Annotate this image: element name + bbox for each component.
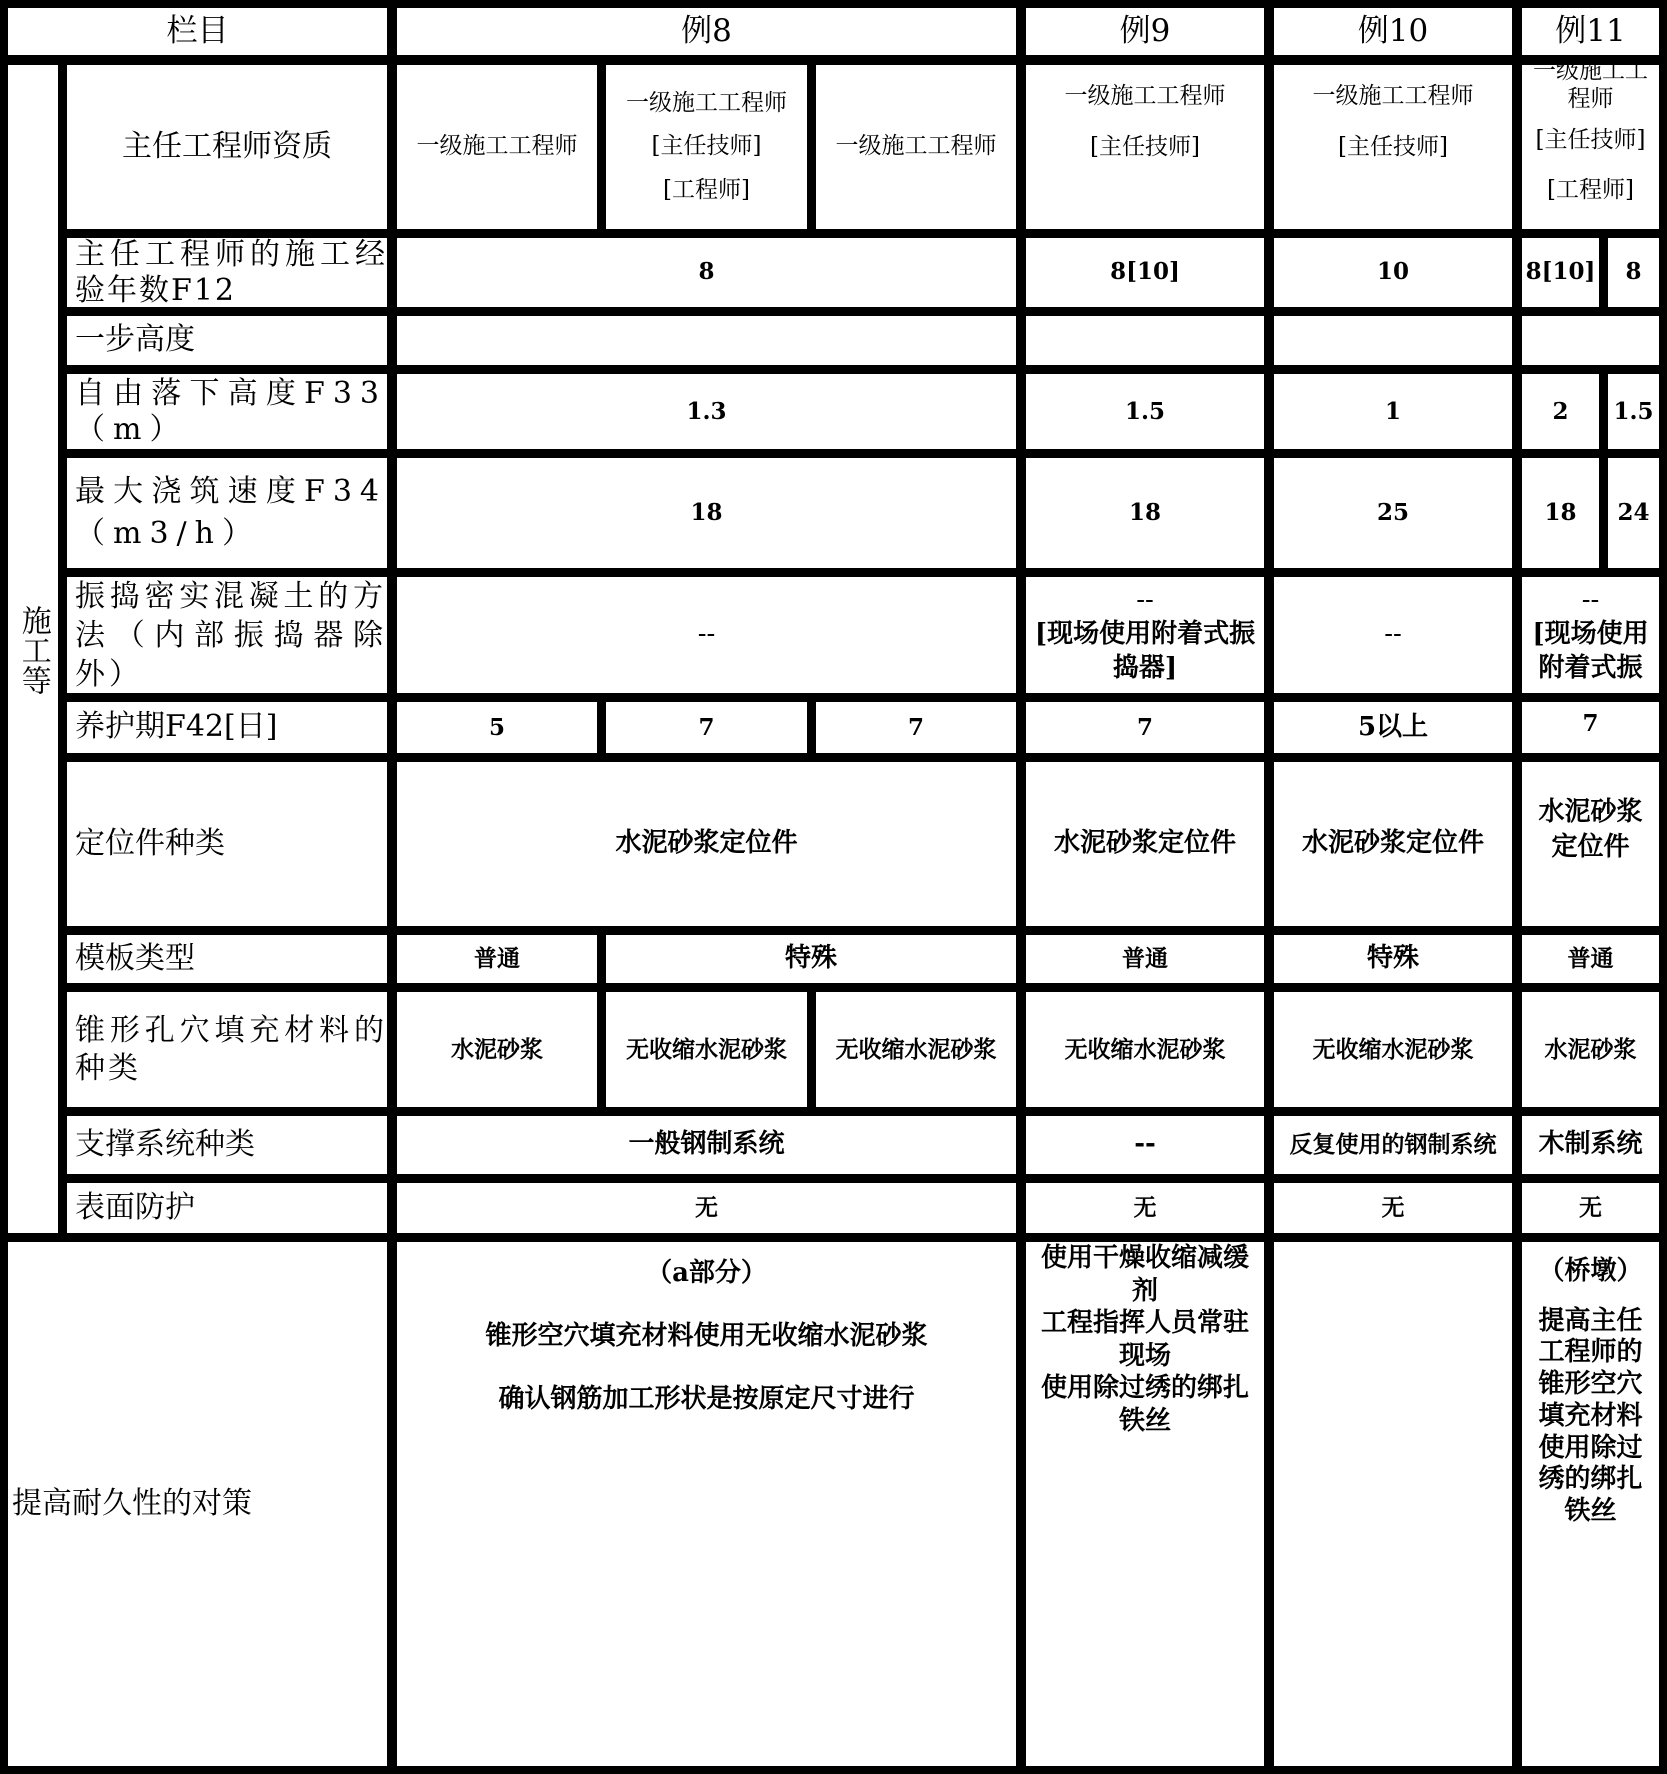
cell-vibration-ex8: -- [697,619,716,650]
cell-line: -- [1136,585,1154,616]
cell-line: 剂 [1131,1275,1158,1306]
cell-shoring-ex9: -- [1134,1129,1156,1160]
section-separator [0,1233,1667,1242]
cell-line: （桥墩） [1538,1256,1643,1286]
cell-measures-ex8 [397,1242,1016,1766]
cell-cone-fill-ex8c: 无收缩水泥砂浆 [835,1035,997,1063]
row-separator [66,307,1667,316]
header-ex8: 例8 [681,12,732,49]
cell-cone-fill-ex8b: 无收缩水泥砂浆 [626,1035,787,1063]
subcolumn-separator [1599,234,1608,312]
row-label-lift: 一步高度 [75,322,195,358]
cell-shoring-ex8: 一般钢制系统 [628,1129,785,1160]
cell-pour-rate-ex11b: 24 [1617,499,1650,527]
cell-curing-ex8b: 7 [698,713,715,741]
cell-line: （a部分） [646,1258,767,1288]
row-separator [66,926,1667,935]
cell-qualification-ex8b [606,65,807,229]
subcolumn-separator [1599,370,1608,572]
cell-line: [现场使用附着式振 [1034,619,1256,650]
row-label-spacer: 定位件种类 [75,825,225,861]
row-label-shoring: 支撑系统种类 [75,1126,255,1162]
cell-formwork-ex10: 特殊 [1366,943,1419,974]
row-label-surface: 表面防护 [75,1189,195,1225]
cell-surface-ex11: 无 [1579,1194,1602,1222]
cell-line: 使用干燥收缩减缓 [1040,1243,1249,1273]
row-separator [66,229,1667,238]
cell-line: [主任技师] [1090,134,1200,161]
section-durability-label: 提高耐久性的对策 [12,1485,252,1521]
row-label-text: 最大浇筑速度F34（m3/h） [75,474,387,551]
cell-vibration-ex11 [1522,577,1659,693]
cell-line: 铁丝 [1118,1405,1171,1436]
row-separator [66,983,1667,992]
cell-line: -- [1581,585,1600,616]
cell-measures-ex10 [1274,1242,1512,1766]
cell-experience-ex11b: 8 [1625,258,1642,285]
column-separator [1512,0,1522,1774]
cell-line: 一级施工工程师 [626,90,787,117]
row-label-curing: 养护期F42[日] [75,709,278,745]
cell-formwork-ex8a: 普通 [474,945,520,973]
subcolumn-separator [597,988,606,1112]
subcolumn-separator [597,931,606,988]
cell-experience-ex11a: 8[10] [1525,258,1596,285]
column-separator [58,60,67,1238]
cell-curing-ex8a: 5 [488,713,505,741]
cell-line: 一级施工工 [1533,58,1648,84]
cell-pour-rate-ex9: 18 [1128,499,1161,527]
cell-line: 一级施工工程师 [1064,83,1226,109]
row-label-experience [67,238,387,307]
column-separator [1016,0,1026,1774]
cell-cone-fill-ex8a: 水泥砂浆 [451,1035,543,1063]
cell-drop-ex11a: 2 [1552,397,1569,425]
cell-spacer-ex8: 水泥砂浆定位件 [615,828,798,859]
cell-vibration-ex10: -- [1384,619,1402,650]
cell-formwork-ex11: 普通 [1567,945,1614,973]
cell-measures-ex11 [1522,1242,1659,1766]
cell-experience-ex9: 8[10] [1110,258,1180,285]
subcolumn-separator [597,60,606,234]
cell-spacer-ex9: 水泥砂浆定位件 [1053,828,1236,859]
cell-qualification-ex10 [1274,65,1512,229]
header-separator [0,55,1667,65]
cell-curing-ex8c: 7 [907,713,924,741]
cell-pour-rate-ex11a: 18 [1544,499,1577,527]
cell-qualification-ex11 [1522,58,1659,229]
cell-line: 填充材料 [1538,1400,1643,1431]
cell-formwork-ex9: 普通 [1122,945,1168,973]
header-ex10: 例10 [1357,12,1429,49]
row-label-drop [67,374,387,449]
cell-line: 现场 [1118,1340,1171,1371]
table-border-left [0,0,8,1774]
cell-line: 捣器] [1112,652,1178,683]
row-label-text: 锥形孔穴填充材料的种类 [75,1013,387,1086]
row-label-text: 自由落下高度F33（m） [75,375,387,447]
cell-qualification-ex9 [1026,65,1264,229]
cell-line: 程师 [1567,85,1614,112]
cell-cone-fill-ex9: 无收缩水泥砂浆 [1064,1035,1226,1063]
cell-line: 附着式振 [1538,652,1643,683]
cell-line: 锥形空穴 [1538,1369,1643,1400]
cell-curing-ex9: 7 [1136,713,1153,741]
section-construction-text: 施工等 [15,605,51,695]
cell-line: [主任技师] [1338,134,1448,161]
table-border-bottom [0,1766,1667,1774]
cell-qualification-ex8c: 一级施工工程师 [835,133,997,160]
row-label-text: 振捣密实混凝土的方法（内部振捣器除外） [75,578,387,692]
column-separator [1264,0,1274,1774]
subcolumn-separator [807,988,816,1112]
cell-surface-ex9: 无 [1133,1194,1157,1222]
cell-line: 使用除过绣的绑扎 [1040,1373,1249,1403]
cell-line: [主任技师] [651,133,762,160]
cell-drop-ex9: 1.5 [1124,397,1165,425]
column-separator [387,0,397,1774]
subcolumn-separator [807,698,816,758]
cell-curing-ex11: 7 [1582,710,1599,737]
row-separator [66,568,1667,577]
row-label-qualification: 主任工程师资质 [122,128,332,164]
cell-drop-ex8: 1.3 [686,397,727,425]
cell-line: [工程师] [663,176,750,203]
cell-drop-ex10: 1 [1384,397,1401,425]
row-label-text: 主任工程师的施工经验年数F12 [75,238,387,307]
cell-experience-ex10: 10 [1376,258,1409,285]
cell-drop-ex11b: 1.5 [1613,397,1654,425]
cell-line: [主任技师] [1535,127,1646,154]
table-border-right [1659,0,1667,1774]
cell-qualification-ex8a: 一级施工工程师 [416,133,578,160]
cell-shoring-ex10: 反复使用的钢制系统 [1289,1131,1497,1159]
cell-shoring-ex11: 木制系统 [1538,1129,1643,1160]
cell-line: 铁丝 [1564,1496,1617,1527]
cell-line: 使用除过 [1538,1432,1643,1463]
cell-measures-ex9 [1026,1242,1264,1766]
header-ex11: 例11 [1555,12,1626,49]
row-label-cone-fill [67,992,387,1107]
subcolumn-separator [597,698,606,758]
cell-spacer-ex11 [1522,762,1659,926]
header-item: 栏目 [166,12,229,49]
header-ex9: 例9 [1119,12,1171,49]
row-separator [66,365,1667,374]
cell-line: 一级施工工程师 [1312,83,1474,109]
cell-formwork-ex8bc: 特殊 [784,943,837,974]
cell-vibration-ex9 [1026,577,1264,693]
cell-experience-ex8: 8 [698,258,715,285]
cell-surface-ex10: 无 [1381,1194,1405,1222]
row-separator [66,1107,1667,1116]
subcolumn-separator [807,60,816,234]
cell-spacer-ex10: 水泥砂浆定位件 [1301,828,1484,859]
cell-cone-fill-ex11: 水泥砂浆 [1544,1035,1637,1063]
cell-curing-ex10: 5以上 [1357,711,1429,742]
row-label-pour-rate [67,458,387,568]
row-separator [66,693,1667,702]
cell-line: [工程师] [1547,176,1634,203]
cell-surface-ex8: 无 [695,1194,718,1222]
row-separator [66,449,1667,458]
cell-line: 提高主任 [1538,1305,1643,1336]
cell-cone-fill-ex10: 无收缩水泥砂浆 [1312,1035,1474,1063]
table-border-top [0,0,1667,8]
section-construction-label [8,590,58,710]
row-label-vibration [67,577,387,693]
row-separator [66,753,1667,762]
cell-line: 水泥砂浆 [1538,796,1643,827]
cell-line: 绣的绑扎 [1538,1464,1643,1495]
cell-pour-rate-ex10: 25 [1376,499,1409,527]
cell-line: 锥形空穴填充材料使用无收缩水泥砂浆 [485,1321,928,1352]
cell-line: 定位件 [1551,832,1630,862]
cell-line: 工程指挥人员常驻 [1040,1308,1249,1338]
cell-line: 工程师的 [1538,1337,1643,1368]
cell-line: [现场使用 [1532,619,1649,650]
row-separator [66,1174,1667,1183]
cell-pour-rate-ex8: 18 [690,499,723,527]
cell-line: 确认钢筋加工形状是按原定尺寸进行 [498,1384,915,1415]
row-label-formwork: 模板类型 [75,940,195,976]
